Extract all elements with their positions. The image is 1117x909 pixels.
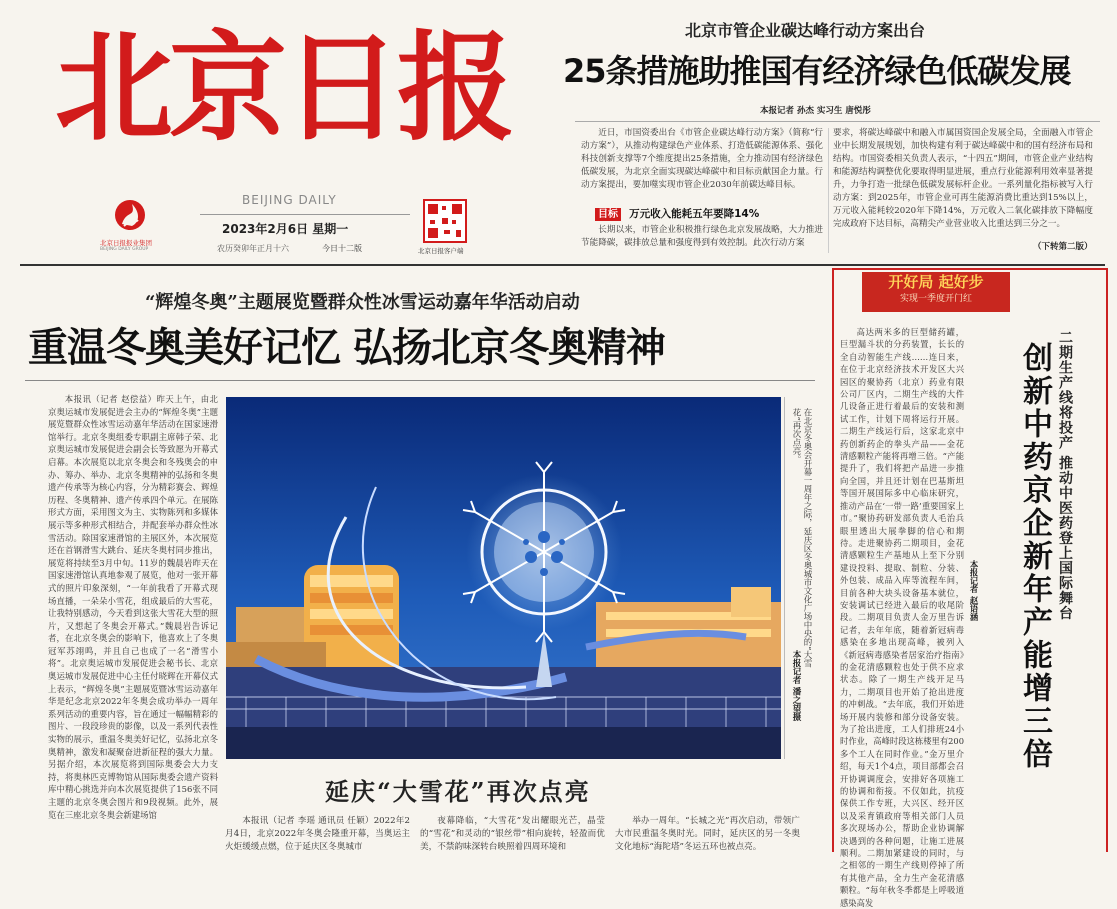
qr-caption: 北京日报客户端 bbox=[418, 247, 464, 255]
photo-credit: 本报记者 潘之望摄 bbox=[791, 650, 801, 721]
main-headline: 重温冬奥美好记忆 弘扬北京冬奥精神 bbox=[28, 325, 665, 371]
group-logo bbox=[100, 198, 160, 254]
snowflake-sculpture-image bbox=[226, 397, 781, 759]
flame-logo-icon bbox=[100, 198, 160, 234]
sidebar-body: 高达两米多的巨型储药罐，巨型漏斗状的分药装置，长长的全自动智能生产线……连日来，在位于北京经济技术开发区大兴园区的聚协药（北京）药业有限公司厂区内，二期生产线的大件几设备正进行着最后的安装和测试工作，计划下周将运行开展。二期生产线运行后，这家北京中药创新药企的拳头产品——金花清感颗粒产能将再增三倍。“产能提升了，我们将把产品进一步推向全国，并且还计划在巴基斯坦等国开展国际多中心临床研究，推动产品在‘一带一路’重要国家上市。”聚协药研发部负责人毛治兵眼里透出大展拳脚的信心和期待。走进聚协药二期项目，金花清感颗粒生产基地从上至下分别建设投料、提取、制粒、分装、外包装、成品入库等流程车间，目前各种大块头设备基本就位，安装调试已经进入最后的收尾阶段。二期项目负责人金万里告诉记者，去年年底，随着新冠病毒感染在多地出现高峰，被列入《新冠病毒感染者居家治疗指南》的金花清感颗粒也处于供不应求状态。除了一期生产线开足马力，二期项目也开始了抢出进度的冲刺战。“去年底，我们开始进场开展内装修和部分设备安装。为了抢出进度，工人们排班24小时作业，高峰时段这栋楼里有200多个工人在同时作业。”金万里介绍，每天1个4点，项目部都会召开协调调度会，安排好各项施工的协调和衔接。不仅如此，抗疫保供工作专班，大兴区、经开区以及采育镇政府等相关部门人员多次现场办公，帮助企业协调解决遇到的各种问题，让施工进展顺利。二期加紧建设的同时，与之相邻的一期生产线则停掉了所有其他产品，全力生产金花清感颗粒。“每年秋冬季都是上呼吸道感染高发 bbox=[840, 327, 964, 908]
sidebar-byline: 本报记者 赵语涵 bbox=[969, 560, 979, 621]
sidebar-banner bbox=[862, 272, 1010, 312]
issue-date: 2023年2月6日 星期一 bbox=[222, 222, 349, 236]
top-story-byline: 本报记者 孙杰 实习生 唐悦彤 bbox=[760, 106, 871, 116]
sub-story-col2: 夜幕降临，“大雪花”发出耀眼光芒，晶莹的“雪花”和灵动的“银丝带”相向旋转，轻盈而优美，不禁韵味深转台映照着四周环境和 bbox=[420, 816, 605, 852]
masthead bbox=[0, 0, 555, 262]
qr-code[interactable] bbox=[423, 199, 467, 243]
sub-story-col1: 本报讯（记者 李瑶 通讯员 任颖）2022年2月4日，北京2022年冬奥会隆重开幕，当奥运主火炬缓缓点燃，位于延庆区冬奥城市 bbox=[225, 816, 410, 852]
banner-subtitle: 实现一季度开门红 bbox=[899, 294, 972, 304]
sub-headline: 延庆“大雪花”再次点亮 bbox=[325, 777, 591, 806]
continued-note: （下转第二版） bbox=[1033, 242, 1093, 252]
sidebar-headline: 创新中药京企新年产能增三倍 bbox=[1017, 342, 1052, 771]
target-text: 万元收入能耗五年要降14% bbox=[629, 208, 760, 220]
target-box bbox=[595, 202, 759, 221]
main-kicker: “辉煌冬奥”主题展览暨群众性冰雪运动嘉年华活动启动 bbox=[145, 292, 580, 313]
sidebar-kicker: 二期生产线将投产 推动中医药登上国际舞台 bbox=[1057, 330, 1073, 621]
top-story bbox=[555, 0, 1110, 262]
logo-caption: 北京日报报业集团 bbox=[100, 239, 152, 247]
logo-caption-en: BEIJING DAILY GROUP bbox=[100, 247, 149, 252]
qr-code-icon bbox=[425, 201, 465, 241]
main-story-body: 本报讯（记者 赵偿益）昨天上午，由北京奥运城市发展促进会主办的“辉煌冬奥”主题展览暨群众性冰雪运动嘉年华活动在国家速滑馆举行。北京冬奥组委专职副主席韩子荣、北京奥运城市发展促进会副会长等致愿为开幕式启幕。本次展览以北京冬奥会和冬残奥会的申办、筹办、举办、北京冬奥精神的弘扬和冬奥遗产传承等为核心内容，分为精彩赛会、辉煌历程、冬奥精神、遗产传承四个单元。在展陈形式方面，采用图文为主、实物陈列和多媒体展示等多种形式相结合，并配套举办群众性冰雪活动。除国家速滑馆的主展区外，本次展览还在首钢滑雪大跳台、延庆冬奥村同步推出，展览将持续至3月中旬。11岁的魏晨岩昨天在国家速滑馆认真地参观了展览，他对一张开幕式的照片印象深刻，“一年前我看了开幕式现场直播，一朵朵小雪花，组成最后的大雪花，让我特别感动，今天看到这张大雪花大型的照片，又想起了冬奥会开幕式。”魏晨岩告诉记者，在北京冬奥会的影响下，他喜欢上了冬奥冠军苏翊鸣，并且自己也成了一名“滑雪小将”。北京奥运城市发展促进会秘书长、北京奥运城市发展促进中心主任付晓辉在开幕仪式上表示，“辉煌冬奥”主题展览暨冰雪运动嘉年华是纪念北京2022年冬奥会成功举办一周年系列活动的重要内容，旨在通过一幅幅精彩的图片、一段段珍贵的影像，以及一系列代表性实物的展示，重温冬奥美好记忆，弘扬北京冬奥精神，激发和凝聚奋进新征程的强大力量。另据介绍，本次展览将到国际奥委会大力支持，将奥林匹克博物馆从国际奥委会遗产资料库中精心挑选并向本次展览提供了156张不同主题的北京冬奥会图片和9段视频。此外，展览在三座北京冬奥会新建场馆 bbox=[48, 394, 218, 820]
photo-caption: 在北京冬奥会开幕一周年之际，延庆区冬奥城市文化广场中央的“大雪花”再次点亮。 bbox=[791, 408, 812, 668]
top-story-col2: 要求，将碳达峰碳中和融入市属国资国企发展全局，全面融入市管企业中长期发展规划，加快构建有利于碳达峰碳中和的国有经济布局和结构。市国资委相关负责人表示，“十四五”期间，市管企业产业结构和能源结构调整优化要取得明显进展，重点行业能源利用效率显著提升，力争打造一批绿色低碳发展标杆企业。一系列量化指标被写入行动方案：到2025年，市管企业可再生能源消费比重达到15%以上，万元收入能耗较2020年下降14%，万元收入二氧化碳排放下降幅度完成政府下达目标，高精尖产业营业收入比重达到三分之一。 bbox=[833, 128, 1093, 229]
banner-title: 开好局 起好步 bbox=[888, 273, 984, 291]
sub-story-col3: 举办一周年。“长城之光”再次启动，带领广大市民重温冬奥时光。同时，延庆区的另一冬奥文化地标“海陀塔”冬运五环也被点亮。 bbox=[615, 816, 800, 852]
lunar-date: 农历癸卯年正月十六 bbox=[217, 244, 289, 253]
masthead-english: BEIJING DAILY bbox=[242, 193, 337, 207]
top-story-kicker: 北京市管企业碳达峰行动方案出台 bbox=[685, 21, 926, 40]
edition-count: 今日十二版 bbox=[322, 244, 362, 253]
top-story-headline: 25条措施助推国有经济绿色低碳发展 bbox=[563, 52, 1071, 90]
top-story-col1b: 长期以来，市管企业积极推行绿色北京发展战略，大力推进节能降碳，碳排放总量和强度得到有效控制。此次行动方案 bbox=[581, 225, 823, 248]
masthead-title: 北京日报 bbox=[55, 18, 512, 157]
top-story-col1: 近日，市国资委出台《市管企业碳达峰行动方案》（简称“行动方案”），从推动构建绿色产业体系、打造低碳能源体系、强化科技创新支撑等7个维度提出25条措施，全力推动国有经济绿色低碳发展，为北京全面实现碳达峰碳中和目标贡献国企力量。行动方案提出，要加噬实现市管企业2030年前碳达峰目标。 bbox=[581, 128, 823, 190]
sidebar-box bbox=[832, 268, 1108, 908]
snowflake-photo bbox=[226, 397, 781, 759]
target-tag: 目标 bbox=[595, 208, 621, 221]
